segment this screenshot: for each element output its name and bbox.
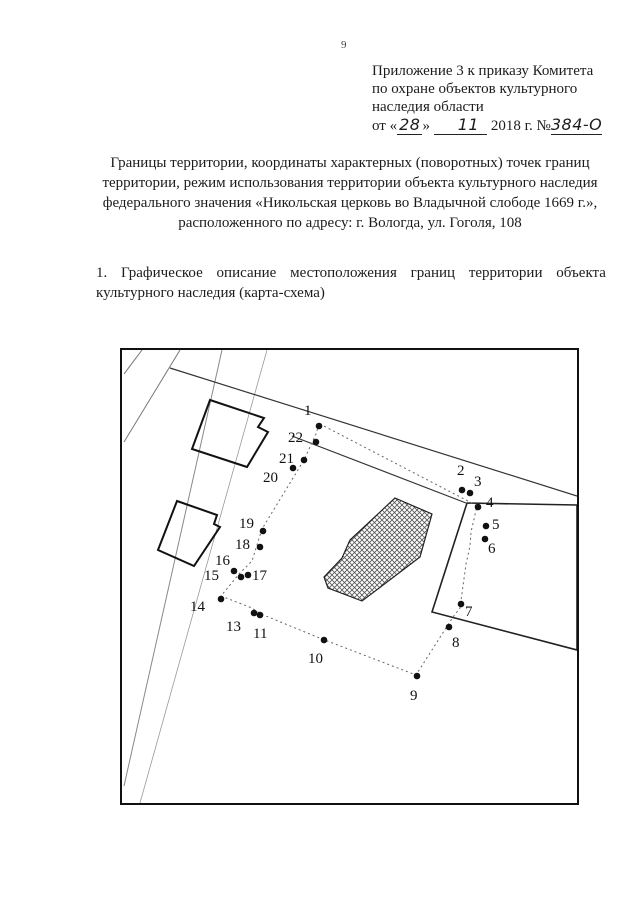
section-word: объекта	[556, 265, 606, 281]
boundary-point	[238, 574, 245, 581]
boundary-point	[313, 439, 320, 446]
point-label: 17	[252, 568, 267, 584]
boundary-point	[260, 528, 267, 535]
section-1-heading	[96, 263, 606, 303]
boundary-point	[257, 612, 264, 619]
section-1-line-1	[96, 263, 606, 283]
handwritten-month: 11	[434, 116, 487, 135]
section-word: описание	[216, 265, 277, 281]
road-outline	[124, 350, 142, 374]
section-word: территории	[468, 265, 543, 281]
boundary-point	[321, 637, 328, 644]
boundary-point	[446, 624, 453, 631]
appendix-header	[372, 62, 622, 135]
page-number: 9	[341, 39, 347, 51]
point-label: 19	[239, 516, 254, 532]
point-label: 8	[452, 635, 460, 651]
site-map-scheme	[120, 348, 579, 805]
map-drawing	[122, 350, 577, 803]
document-title	[60, 153, 640, 233]
boundary-point	[301, 457, 308, 464]
appendix-line-3: наследия области	[372, 99, 484, 115]
boundary-point	[316, 423, 323, 430]
boundary-point	[458, 601, 465, 608]
point-label: 14	[190, 599, 205, 615]
date-prefix: от «	[372, 118, 398, 134]
neighbor-building	[432, 503, 577, 650]
point-label: 1	[304, 403, 312, 419]
point-label: 5	[492, 517, 500, 533]
boundary-point	[218, 596, 225, 603]
boundary-point	[257, 544, 264, 551]
boundary-point	[251, 610, 258, 617]
point-label: 9	[410, 688, 418, 704]
appendix-line-2: по охране объектов культурного	[372, 81, 578, 97]
church-footprint	[324, 498, 432, 601]
boundary-point	[467, 490, 474, 497]
boundary-point	[245, 572, 252, 579]
handwritten-order-number: 384-О	[550, 115, 603, 134]
point-label: 20	[263, 470, 278, 486]
point-label: 7	[465, 604, 473, 620]
handwritten-day: 28	[399, 115, 421, 134]
house-building	[158, 501, 220, 566]
title-line-1: Границы территории, координаты характерных (поворотных) точек границ	[110, 155, 590, 171]
boundary-point	[459, 487, 466, 494]
point-label: 2	[457, 463, 465, 479]
boundary-point	[475, 504, 482, 511]
point-label: 11	[253, 626, 268, 642]
section-word: Графическое	[121, 265, 203, 281]
point-label: 22	[288, 430, 303, 446]
point-label: 16	[215, 553, 230, 569]
road-outline	[124, 350, 180, 442]
boundary-point	[483, 523, 490, 530]
title-line-3: федерального значения «Никольская церковь во Владычной слободе 1669 г.»,	[102, 195, 598, 211]
parcel-boundary-line	[292, 436, 466, 503]
section-word: 1.	[96, 265, 108, 281]
point-label: 21	[279, 451, 294, 467]
section-word: местоположения	[290, 265, 397, 281]
point-label: 3	[474, 474, 482, 490]
point-label: 15	[204, 568, 219, 584]
title-line-4: расположенного по адресу: г. Вологда, ул. Гоголя, 108	[178, 215, 522, 231]
boundary-point	[231, 568, 238, 575]
section-word: границ	[410, 265, 456, 281]
title-line-2: территории, режим использования территории объекта культурного наследия	[102, 175, 598, 191]
point-label: 6	[488, 541, 496, 557]
point-label: 13	[226, 619, 241, 635]
point-label: 18	[235, 537, 250, 553]
section-1-line-2: культурного наследия (карта-схема)	[96, 285, 325, 301]
point-label: 10	[308, 651, 323, 667]
year-text: 2018 г. №	[490, 118, 551, 134]
appendix-line-1: Приложение 3 к приказу Комитета	[372, 63, 594, 79]
boundary-point	[414, 673, 421, 680]
point-label: 4	[486, 495, 494, 511]
appendix-date-line	[372, 116, 622, 135]
date-close-quote: »	[422, 118, 430, 134]
